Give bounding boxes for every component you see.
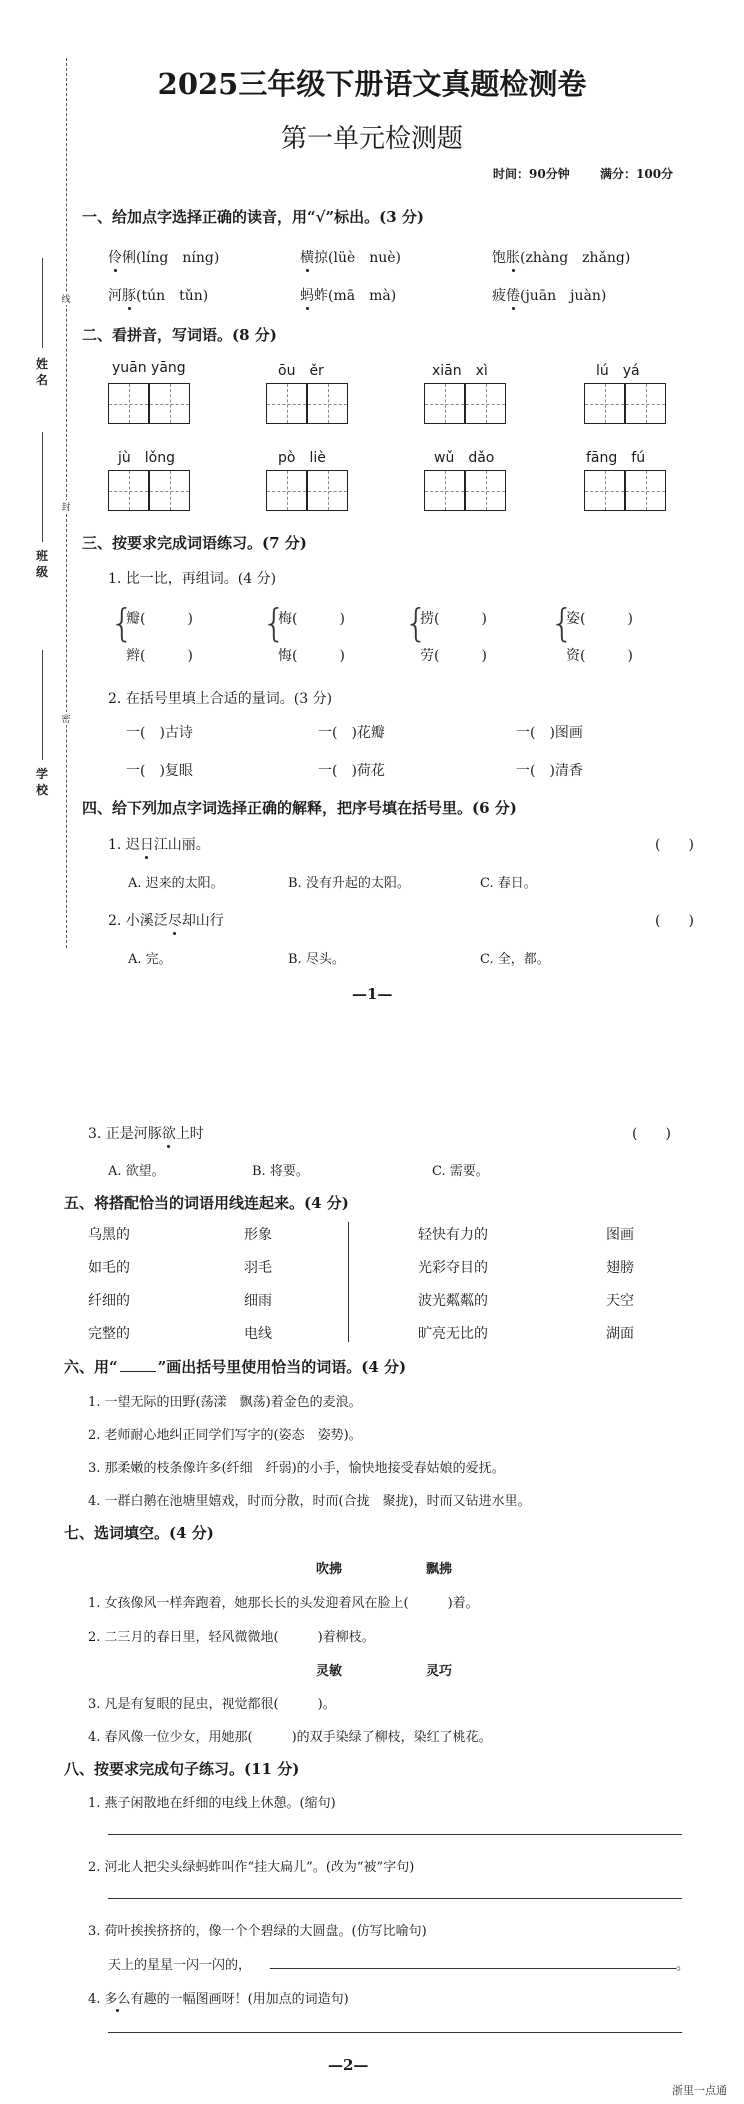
match-right-a[interactable]: 光彩夺目的 xyxy=(418,1260,488,1276)
tianzi-box[interactable] xyxy=(625,383,666,424)
time-label: 时间：90分钟 xyxy=(493,167,570,181)
class-label: 班级 xyxy=(35,549,48,579)
s6-title-post: ”画出括号里使用恰当的词语。(4 分) xyxy=(157,1358,407,1376)
compare-word[interactable]: 悔( ) xyxy=(278,648,345,664)
underline-sample xyxy=(120,1360,156,1372)
pinyin-6: pò liè xyxy=(278,450,326,466)
s8-question-1: 1. 燕子闲散地在纤细的电线上休憩。(缩句) xyxy=(88,1796,336,1811)
s4-question-2 xyxy=(108,910,224,930)
s1-item-text: 俐(líng níng) xyxy=(122,250,220,266)
tianzi-box[interactable] xyxy=(149,383,190,424)
dotted-word: 多么 xyxy=(105,1988,131,2007)
brace-icon: { xyxy=(404,601,429,645)
s4-question-1 xyxy=(108,834,210,854)
dotted-char: 蚂 xyxy=(300,285,314,305)
match-right-b[interactable]: 翅膀 xyxy=(606,1260,634,1276)
tianzi-box[interactable] xyxy=(584,383,625,424)
compare-word[interactable]: 梅( ) xyxy=(278,611,345,627)
tianzi-box[interactable] xyxy=(307,383,348,424)
match-left-b[interactable]: 细雨 xyxy=(244,1293,272,1309)
s1-item-2[interactable] xyxy=(300,247,401,267)
match-right-a[interactable]: 旷亮无比的 xyxy=(418,1326,488,1342)
s4-q2-post: 却山行 xyxy=(181,913,224,929)
option-c: C. 全，都。 xyxy=(480,952,550,967)
compare-word[interactable]: 劳( ) xyxy=(420,648,487,664)
match-left-a[interactable]: 如毛的 xyxy=(88,1260,130,1276)
s4-q3-post: 上时 xyxy=(175,1126,204,1142)
dotted-char: 尽 xyxy=(168,910,182,930)
dotted-char: 横 xyxy=(300,247,314,267)
s4-q3-pre: 3. 正是河豚 xyxy=(88,1126,162,1142)
option-b: B. 将要。 xyxy=(252,1164,309,1179)
tianzi-box[interactable] xyxy=(266,470,307,511)
s1-item-pre: 河 xyxy=(108,288,122,304)
compare-word[interactable]: 姿( ) xyxy=(566,611,633,627)
section-8-title: 八、按要求完成句子练习。(11 分) xyxy=(64,1760,300,1778)
section-4-title: 四、给下列加点字词选择正确的解释，把序号填在括号里。(6 分) xyxy=(82,799,517,817)
s8-q4-post: 有趣的一幅图画呀！(用加点的词造句) xyxy=(130,1992,349,2007)
s1-item-pre: 饱 xyxy=(492,250,506,266)
page-number-1: —1— xyxy=(352,985,393,1003)
s7-question-3[interactable]: 3. 凡是有复眼的昆虫，视觉都很( )。 xyxy=(88,1697,336,1712)
score-label: 满分：100分 xyxy=(600,167,674,181)
match-left-b[interactable]: 形象 xyxy=(244,1227,272,1243)
match-right-a[interactable]: 轻快有力的 xyxy=(418,1227,488,1243)
name-label: 姓名 xyxy=(35,357,48,387)
dotted-char: 胀 xyxy=(506,247,520,267)
s1-item-text: 蚱(mā mà) xyxy=(314,288,397,304)
tianzi-box[interactable] xyxy=(424,383,465,424)
s4-q1-pre: 1. 迟 xyxy=(108,837,140,853)
answer-line[interactable] xyxy=(108,1898,682,1899)
section-3-title: 三、按要求完成词语练习。(7 分) xyxy=(82,534,307,552)
match-left-b[interactable]: 羽毛 xyxy=(244,1260,272,1276)
s7-question-4[interactable]: 4. 春风像一位少女，用她那( )的双手染绿了柳枝，染红了桃花。 xyxy=(88,1730,492,1745)
s3-question-1: 1. 比一比，再组词。(4 分) xyxy=(108,571,277,587)
option-b: B. 尽头。 xyxy=(288,952,345,967)
s6-item[interactable]: 4. 一群白鹅在池塘里嬉戏，时而分散，时而(合拢 聚拢)，时而又钻进水里。 xyxy=(88,1494,531,1509)
compare-word[interactable]: 捞( ) xyxy=(420,611,487,627)
class-write-line[interactable] xyxy=(42,432,43,542)
s8-q4-pre: 4. xyxy=(88,1992,105,2007)
s1-item-4[interactable] xyxy=(108,285,208,305)
option-c: C. 需要。 xyxy=(432,1164,489,1179)
watermark-text: 浙里一点通 xyxy=(672,2084,727,2097)
s6-item[interactable]: 3. 那柔嫩的枝条像许多(纤细 纤弱)的小手，愉快地接受春姑娘的爱抚。 xyxy=(88,1461,505,1476)
word-choice: 飘拂 xyxy=(426,1562,453,1577)
measure-item[interactable]: 一( )花瓣 xyxy=(318,725,385,741)
match-right-a[interactable]: 波光粼粼的 xyxy=(418,1293,488,1309)
measure-item[interactable]: 一( )古诗 xyxy=(126,725,193,741)
s1-item-text: (tún tǔn) xyxy=(136,288,209,304)
s3-question-2: 2. 在括号里填上合适的量词。(3 分) xyxy=(108,691,333,707)
s1-item-1[interactable] xyxy=(108,247,219,267)
margin-cut-mark-2: 封 xyxy=(60,500,72,513)
s6-item[interactable]: 1. 一望无际的田野(荡漾 飘荡)着金色的麦浪。 xyxy=(88,1395,362,1410)
brace-icon: { xyxy=(550,601,575,645)
measure-item[interactable]: 一( )清香 xyxy=(516,763,583,779)
s7-question-2[interactable]: 2. 二三月的春日里，轻风微微地( )着柳枝。 xyxy=(88,1630,375,1645)
brace-icon: { xyxy=(262,601,287,645)
match-left-a[interactable]: 完整的 xyxy=(88,1326,130,1342)
s1-item-text: (juān juàn) xyxy=(520,288,607,304)
measure-item[interactable]: 一( )荷花 xyxy=(318,763,385,779)
dotted-char: 日 xyxy=(140,834,154,854)
s6-item[interactable]: 2. 老师耐心地纠正同学们写字的(姿态 姿势)。 xyxy=(88,1428,362,1443)
s8-question-2: 2. 河北人把尖头绿蚂蚱叫作“挂大扁儿”。(改为“被”字句) xyxy=(88,1860,415,1875)
word-choice: 灵巧 xyxy=(426,1664,453,1679)
s1-item-5[interactable] xyxy=(300,285,396,305)
section-7-title: 七、选词填空。(4 分) xyxy=(64,1524,214,1542)
dotted-char: 欲 xyxy=(162,1123,176,1143)
tianzi-box[interactable] xyxy=(625,470,666,511)
margin-cut-mark-1: 线 xyxy=(60,292,72,305)
section-5-title: 五、将搭配恰当的词语用线连起来。(4 分) xyxy=(64,1194,349,1212)
option-c: C. 春日。 xyxy=(480,876,537,891)
s4-question-3 xyxy=(88,1123,204,1143)
measure-item[interactable]: 一( )图画 xyxy=(516,725,583,741)
s8-question-4 xyxy=(88,1988,349,2007)
word-choice: 灵敏 xyxy=(316,1664,343,1679)
tianzi-box[interactable] xyxy=(108,470,149,511)
match-right-b[interactable]: 图画 xyxy=(606,1227,634,1243)
tianzi-box[interactable] xyxy=(307,470,348,511)
column-divider xyxy=(348,1222,349,1342)
s1-item-3[interactable] xyxy=(492,247,630,267)
s1-item-text: 掠(lüè nuè) xyxy=(314,250,402,266)
section-1-title: 一、给加点字选择正确的读音，用“√”标出。(3 分) xyxy=(82,208,424,226)
dotted-char: 倦 xyxy=(506,285,520,305)
pinyin-2: ōu ěr xyxy=(278,363,324,379)
s1-item-text: (zhàng zhǎng) xyxy=(520,250,631,266)
match-right-b[interactable]: 湖面 xyxy=(606,1326,634,1342)
pinyin-5: jù lǒng xyxy=(118,450,175,466)
section-6-title xyxy=(64,1356,406,1377)
s7-question-1[interactable]: 1. 女孩像风一样奔跑着，她那长长的头发迎着风在脸上( )着。 xyxy=(88,1596,479,1611)
s8-question-3: 3. 荷叶挨挨挤挤的，像一个个碧绿的大圆盘。(仿写比喻句) xyxy=(88,1924,427,1939)
pinyin-7: wǔ dǎo xyxy=(434,450,495,466)
tianzi-box[interactable] xyxy=(424,470,465,511)
dotted-char: 豚 xyxy=(122,285,136,305)
compare-word[interactable]: 辫( ) xyxy=(126,648,193,664)
page-number-2: —2— xyxy=(328,2056,369,2074)
s8-q3-prompt: 天上的星星一闪一闪的， xyxy=(108,1958,252,1973)
option-a: A. 欲望。 xyxy=(108,1164,165,1179)
answer-paren[interactable]: ( ) xyxy=(655,913,694,929)
option-a: A. 迟来的太阳。 xyxy=(128,876,224,891)
dotted-char: 伶 xyxy=(108,247,122,267)
match-left-a[interactable]: 乌黑的 xyxy=(88,1227,130,1243)
school-label: 学校 xyxy=(35,767,48,797)
section-2-title: 二、看拼音，写词语。(8 分) xyxy=(82,326,277,344)
compare-word[interactable]: 资( ) xyxy=(566,648,633,664)
option-a: A. 完。 xyxy=(128,952,172,967)
tianzi-box[interactable] xyxy=(465,470,506,511)
answer-line[interactable] xyxy=(108,1834,682,1835)
tianzi-box[interactable] xyxy=(266,383,307,424)
s4-q1-post: 江山丽。 xyxy=(153,837,210,853)
s6-title-pre: 六、用“ xyxy=(64,1358,118,1376)
s8-q3-end: 。 xyxy=(676,1958,690,1973)
pinyin-8: fāng fú xyxy=(586,450,646,466)
measure-item[interactable]: 一( )复眼 xyxy=(126,763,193,779)
paper-subtitle: 第一单元检测题 xyxy=(280,124,463,154)
pinyin-3: xiān xì xyxy=(432,363,488,379)
match-left-a[interactable]: 纤细的 xyxy=(88,1293,130,1309)
tianzi-box[interactable] xyxy=(465,383,506,424)
name-write-line[interactable] xyxy=(42,258,43,348)
option-b: B. 没有升起的太阳。 xyxy=(288,876,410,891)
s4-q2-pre: 2. 小溪泛 xyxy=(108,913,168,929)
school-write-line[interactable] xyxy=(42,650,43,760)
answer-paren[interactable]: ( ) xyxy=(632,1126,671,1142)
s1-item-pre: 疲 xyxy=(492,288,506,304)
compare-word[interactable]: 瓣( ) xyxy=(126,611,193,627)
pinyin-4: lú yá xyxy=(596,363,640,379)
s1-item-6[interactable] xyxy=(492,285,606,305)
margin-cut-mark-3: 密 xyxy=(60,712,72,725)
tianzi-box[interactable] xyxy=(108,383,149,424)
tianzi-box[interactable] xyxy=(584,470,625,511)
brace-icon: { xyxy=(110,601,135,645)
tianzi-box[interactable] xyxy=(149,470,190,511)
paper-title: 2025三年级下册语文真题检测卷 xyxy=(157,67,587,101)
word-choice: 吹拂 xyxy=(316,1562,343,1577)
answer-line[interactable] xyxy=(270,1968,676,1969)
match-left-b[interactable]: 电线 xyxy=(244,1326,272,1342)
answer-paren[interactable]: ( ) xyxy=(655,837,694,853)
match-right-b[interactable]: 天空 xyxy=(606,1293,634,1309)
answer-line[interactable] xyxy=(108,2032,682,2033)
pinyin-1: yuān yāng xyxy=(112,360,186,376)
